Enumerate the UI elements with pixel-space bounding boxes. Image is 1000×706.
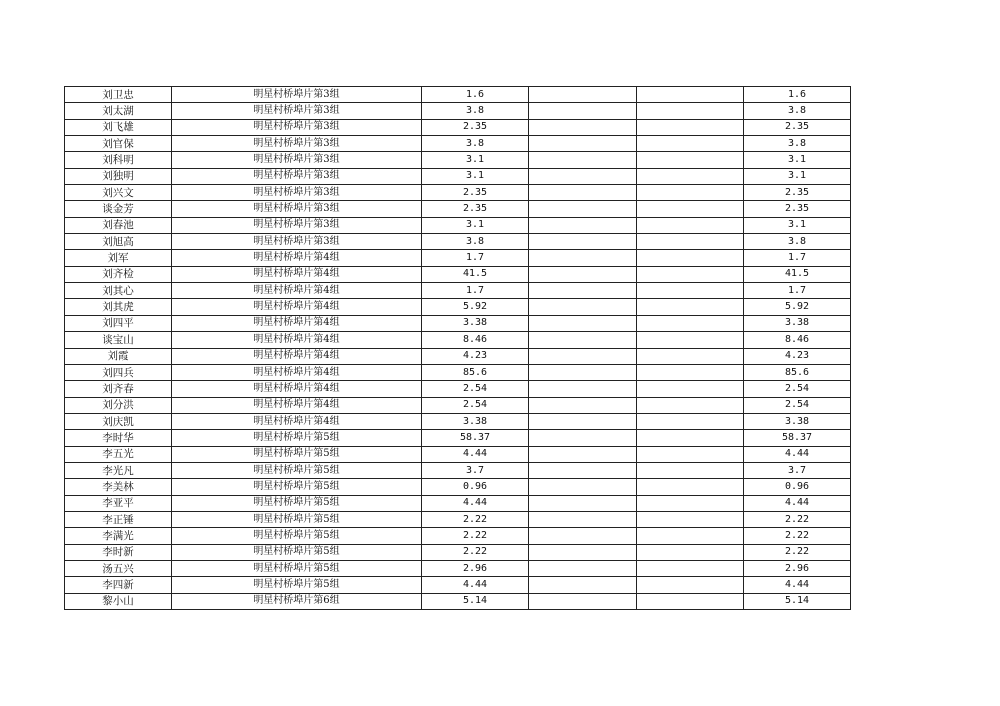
name-cell: 李时新	[65, 544, 172, 560]
name-cell: 刘太湖	[65, 103, 172, 119]
name-cell: 刘旭高	[65, 234, 172, 250]
table-row	[65, 266, 851, 282]
name-cell: 李满光	[65, 528, 172, 544]
empty-cell	[529, 495, 637, 511]
name-cell: 刘四兵	[65, 364, 172, 380]
empty-cell	[637, 397, 744, 413]
location-cell: 明星村桥埠片第5组	[172, 528, 422, 544]
empty-cell	[529, 136, 637, 152]
table-row	[65, 397, 851, 413]
total-cell: 3.1	[744, 152, 851, 168]
empty-cell	[637, 185, 744, 201]
area-cell: 3.8	[422, 234, 529, 250]
total-cell: 1.7	[744, 283, 851, 299]
location-cell: 明星村桥埠片第5组	[172, 544, 422, 560]
empty-cell	[637, 103, 744, 119]
total-cell: 5.14	[744, 593, 851, 609]
empty-cell	[637, 495, 744, 511]
empty-cell	[637, 299, 744, 315]
location-cell: 明星村桥埠片第3组	[172, 103, 422, 119]
empty-cell	[637, 234, 744, 250]
total-cell: 3.38	[744, 315, 851, 331]
table-row	[65, 462, 851, 478]
area-cell: 1.7	[422, 283, 529, 299]
area-cell: 4.44	[422, 495, 529, 511]
empty-cell	[529, 560, 637, 576]
empty-cell	[637, 560, 744, 576]
name-cell: 刘齐检	[65, 266, 172, 282]
empty-cell	[529, 479, 637, 495]
area-cell: 3.1	[422, 168, 529, 184]
area-cell: 2.35	[422, 185, 529, 201]
empty-cell	[637, 430, 744, 446]
location-cell: 明星村桥埠片第5组	[172, 479, 422, 495]
empty-cell	[637, 577, 744, 593]
table-row	[65, 185, 851, 201]
table-row	[65, 283, 851, 299]
empty-cell	[637, 136, 744, 152]
area-cell: 1.7	[422, 250, 529, 266]
table-row	[65, 446, 851, 462]
total-cell: 41.5	[744, 266, 851, 282]
area-cell: 3.38	[422, 315, 529, 331]
total-cell: 2.22	[744, 528, 851, 544]
location-cell: 明星村桥埠片第3组	[172, 136, 422, 152]
empty-cell	[529, 87, 637, 103]
location-cell: 明星村桥埠片第4组	[172, 266, 422, 282]
empty-cell	[637, 348, 744, 364]
table-row	[65, 250, 851, 266]
table-row	[65, 332, 851, 348]
empty-cell	[637, 266, 744, 282]
location-cell: 明星村桥埠片第4组	[172, 299, 422, 315]
empty-cell	[637, 593, 744, 609]
empty-cell	[529, 593, 637, 609]
empty-cell	[529, 577, 637, 593]
area-cell: 4.44	[422, 446, 529, 462]
empty-cell	[637, 315, 744, 331]
table-row	[65, 430, 851, 446]
table-row	[65, 577, 851, 593]
location-cell: 明星村桥埠片第3组	[172, 152, 422, 168]
location-cell: 明星村桥埠片第4组	[172, 315, 422, 331]
table-row	[65, 168, 851, 184]
name-cell: 谈金芳	[65, 201, 172, 217]
location-cell: 明星村桥埠片第3组	[172, 119, 422, 135]
name-cell: 刘官保	[65, 136, 172, 152]
table-row	[65, 528, 851, 544]
empty-cell	[529, 168, 637, 184]
empty-cell	[529, 283, 637, 299]
location-cell: 明星村桥埠片第5组	[172, 560, 422, 576]
total-cell: 3.8	[744, 136, 851, 152]
empty-cell	[637, 462, 744, 478]
area-cell: 3.38	[422, 413, 529, 429]
name-cell: 谈宝山	[65, 332, 172, 348]
name-cell: 刘独明	[65, 168, 172, 184]
location-cell: 明星村桥埠片第3组	[172, 217, 422, 233]
area-cell: 5.92	[422, 299, 529, 315]
table-row	[65, 103, 851, 119]
total-cell: 4.44	[744, 577, 851, 593]
total-cell: 3.1	[744, 168, 851, 184]
table-row	[65, 381, 851, 397]
empty-cell	[637, 250, 744, 266]
empty-cell	[637, 544, 744, 560]
name-cell: 李五光	[65, 446, 172, 462]
total-cell: 1.7	[744, 250, 851, 266]
total-cell: 2.35	[744, 119, 851, 135]
table-row	[65, 299, 851, 315]
area-cell: 3.8	[422, 103, 529, 119]
name-cell: 李四新	[65, 577, 172, 593]
empty-cell	[529, 511, 637, 527]
location-cell: 明星村桥埠片第4组	[172, 397, 422, 413]
empty-cell	[637, 168, 744, 184]
empty-cell	[529, 348, 637, 364]
total-cell: 85.6	[744, 364, 851, 380]
total-cell: 2.35	[744, 201, 851, 217]
table-row	[65, 544, 851, 560]
name-cell: 刘其虎	[65, 299, 172, 315]
name-cell: 刘科明	[65, 152, 172, 168]
empty-cell	[637, 119, 744, 135]
name-cell: 黎小山	[65, 593, 172, 609]
name-cell: 李亚平	[65, 495, 172, 511]
total-cell: 2.96	[744, 560, 851, 576]
total-cell: 4.44	[744, 495, 851, 511]
area-cell: 2.22	[422, 528, 529, 544]
location-cell: 明星村桥埠片第5组	[172, 430, 422, 446]
name-cell: 汤五兴	[65, 560, 172, 576]
empty-cell	[637, 446, 744, 462]
total-cell: 2.22	[744, 544, 851, 560]
empty-cell	[529, 462, 637, 478]
table-row	[65, 87, 851, 103]
empty-cell	[529, 332, 637, 348]
table-row	[65, 348, 851, 364]
empty-cell	[637, 283, 744, 299]
name-cell: 李时华	[65, 430, 172, 446]
total-cell: 1.6	[744, 87, 851, 103]
empty-cell	[529, 266, 637, 282]
name-cell: 刘春池	[65, 217, 172, 233]
area-cell: 2.22	[422, 511, 529, 527]
total-cell: 3.8	[744, 103, 851, 119]
location-cell: 明星村桥埠片第4组	[172, 413, 422, 429]
empty-cell	[529, 544, 637, 560]
name-cell: 刘其心	[65, 283, 172, 299]
table-row	[65, 511, 851, 527]
empty-cell	[529, 201, 637, 217]
location-cell: 明星村桥埠片第4组	[172, 332, 422, 348]
table-row	[65, 217, 851, 233]
empty-cell	[637, 479, 744, 495]
empty-cell	[529, 528, 637, 544]
table-row	[65, 593, 851, 609]
total-cell: 8.46	[744, 332, 851, 348]
empty-cell	[529, 430, 637, 446]
name-cell: 刘兴文	[65, 185, 172, 201]
location-cell: 明星村桥埠片第3组	[172, 185, 422, 201]
empty-cell	[637, 152, 744, 168]
total-cell: 3.38	[744, 413, 851, 429]
area-cell: 2.96	[422, 560, 529, 576]
area-cell: 3.1	[422, 152, 529, 168]
table-body	[65, 87, 851, 610]
empty-cell	[637, 381, 744, 397]
empty-cell	[637, 413, 744, 429]
location-cell: 明星村桥埠片第3组	[172, 234, 422, 250]
area-cell: 5.14	[422, 593, 529, 609]
table-row	[65, 315, 851, 331]
name-cell: 刘霞	[65, 348, 172, 364]
area-cell: 58.37	[422, 430, 529, 446]
area-cell: 85.6	[422, 364, 529, 380]
total-cell: 5.92	[744, 299, 851, 315]
location-cell: 明星村桥埠片第5组	[172, 495, 422, 511]
table-row	[65, 234, 851, 250]
empty-cell	[529, 119, 637, 135]
empty-cell	[637, 87, 744, 103]
empty-cell	[637, 528, 744, 544]
empty-cell	[529, 152, 637, 168]
area-cell: 4.23	[422, 348, 529, 364]
empty-cell	[637, 332, 744, 348]
total-cell: 58.37	[744, 430, 851, 446]
table-row	[65, 364, 851, 380]
location-cell: 明星村桥埠片第5组	[172, 446, 422, 462]
area-cell: 3.7	[422, 462, 529, 478]
area-cell: 4.44	[422, 577, 529, 593]
empty-cell	[637, 511, 744, 527]
name-cell: 刘飞雄	[65, 119, 172, 135]
table-row	[65, 201, 851, 217]
total-cell: 2.54	[744, 381, 851, 397]
total-cell: 2.54	[744, 397, 851, 413]
empty-cell	[529, 103, 637, 119]
table-row	[65, 136, 851, 152]
empty-cell	[529, 234, 637, 250]
area-cell: 2.35	[422, 201, 529, 217]
area-cell: 1.6	[422, 87, 529, 103]
empty-cell	[529, 446, 637, 462]
area-cell: 2.35	[422, 119, 529, 135]
location-cell: 明星村桥埠片第4组	[172, 364, 422, 380]
name-cell: 刘分洪	[65, 397, 172, 413]
total-cell: 3.1	[744, 217, 851, 233]
location-cell: 明星村桥埠片第3组	[172, 87, 422, 103]
total-cell: 3.7	[744, 462, 851, 478]
total-cell: 2.22	[744, 511, 851, 527]
empty-cell	[529, 364, 637, 380]
table-row	[65, 119, 851, 135]
location-cell: 明星村桥埠片第5组	[172, 462, 422, 478]
table-row	[65, 495, 851, 511]
empty-cell	[529, 397, 637, 413]
table-row	[65, 413, 851, 429]
location-cell: 明星村桥埠片第4组	[172, 250, 422, 266]
name-cell: 刘军	[65, 250, 172, 266]
area-cell: 8.46	[422, 332, 529, 348]
empty-cell	[529, 413, 637, 429]
name-cell: 刘庆凯	[65, 413, 172, 429]
location-cell: 明星村桥埠片第4组	[172, 283, 422, 299]
name-cell: 刘四平	[65, 315, 172, 331]
total-cell: 4.44	[744, 446, 851, 462]
location-cell: 明星村桥埠片第3组	[172, 201, 422, 217]
name-cell: 李美林	[65, 479, 172, 495]
empty-cell	[529, 185, 637, 201]
total-cell: 2.35	[744, 185, 851, 201]
table-row	[65, 152, 851, 168]
location-cell: 明星村桥埠片第5组	[172, 577, 422, 593]
empty-cell	[637, 364, 744, 380]
name-cell: 李光凡	[65, 462, 172, 478]
empty-cell	[529, 381, 637, 397]
table-row	[65, 479, 851, 495]
empty-cell	[529, 250, 637, 266]
name-cell: 刘卫忠	[65, 87, 172, 103]
area-cell: 0.96	[422, 479, 529, 495]
empty-cell	[637, 201, 744, 217]
location-cell: 明星村桥埠片第5组	[172, 511, 422, 527]
area-cell: 2.54	[422, 381, 529, 397]
data-table	[64, 86, 851, 610]
location-cell: 明星村桥埠片第4组	[172, 348, 422, 364]
empty-cell	[529, 217, 637, 233]
area-cell: 2.54	[422, 397, 529, 413]
area-cell: 3.1	[422, 217, 529, 233]
location-cell: 明星村桥埠片第6组	[172, 593, 422, 609]
location-cell: 明星村桥埠片第3组	[172, 168, 422, 184]
table-row	[65, 560, 851, 576]
empty-cell	[637, 217, 744, 233]
total-cell: 4.23	[744, 348, 851, 364]
area-cell: 41.5	[422, 266, 529, 282]
total-cell: 0.96	[744, 479, 851, 495]
total-cell: 3.8	[744, 234, 851, 250]
location-cell: 明星村桥埠片第4组	[172, 381, 422, 397]
area-cell: 2.22	[422, 544, 529, 560]
empty-cell	[529, 315, 637, 331]
name-cell: 刘齐春	[65, 381, 172, 397]
area-cell: 3.8	[422, 136, 529, 152]
empty-cell	[529, 299, 637, 315]
name-cell: 李正锤	[65, 511, 172, 527]
